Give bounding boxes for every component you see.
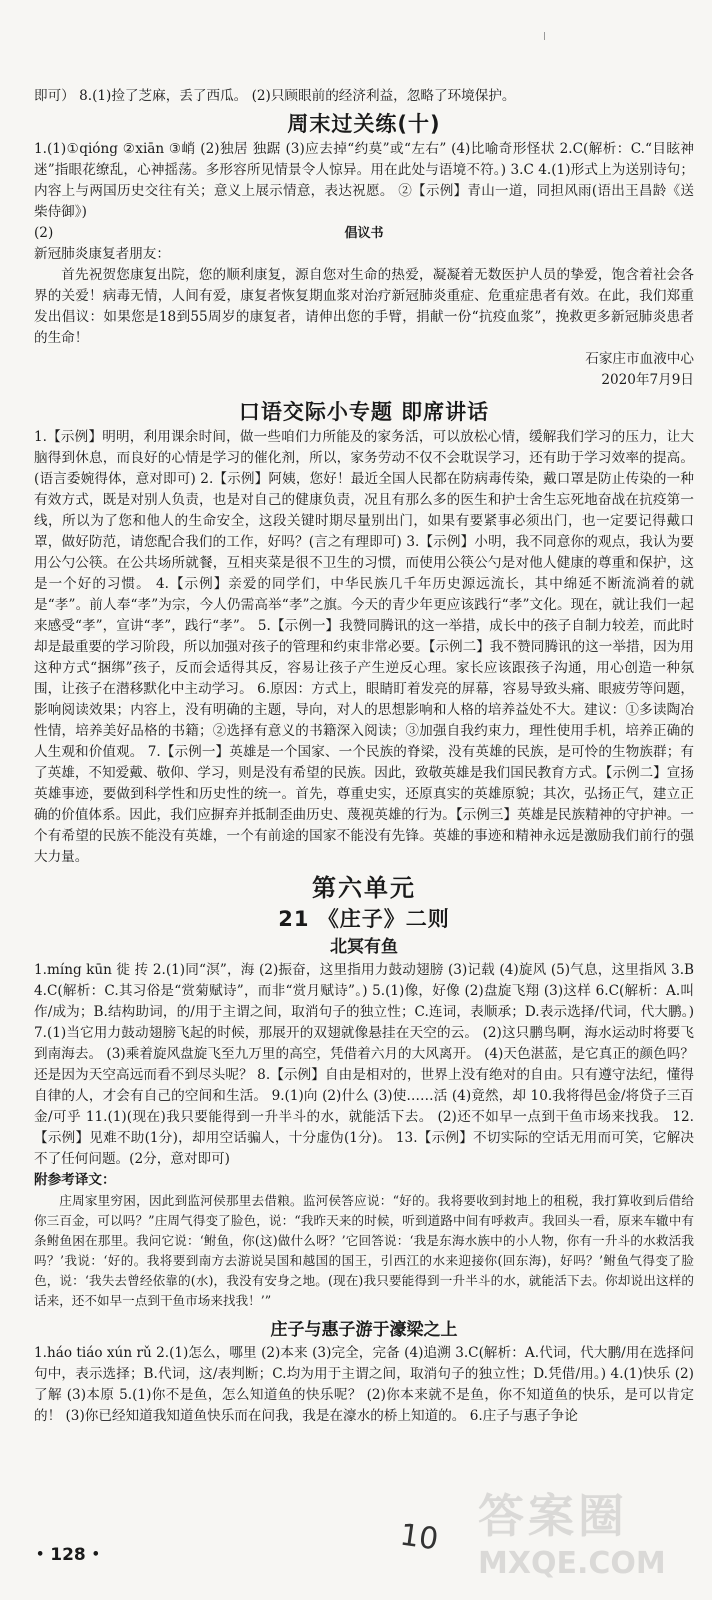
- weekend-title: 周末过关练(十): [287, 112, 441, 136]
- watermark-text: 答案圈: [478, 1489, 628, 1543]
- oral-answers: 1.【示例】明明，利用课余时间，做一些咱们力所能及的家务活，可以放松心情，缓解我们学习的压力，让大脑得到休息，而良好的心情是学习的催化剂，所以，家务劳动不仅不会耽误学习，还有助于学习效率的提高。(语言委婉得体，意对即可) 2.【示例】阿姨，您好！最近全国人民都在防病毒传染，戴口罩是防止传染的一种有效方式，既是对别人负责，也是对自己的健康负责，况且有那么多的医生和护士舍生忘死地奋战在抗疫第一线，所以为了您和他人的生命安全，这段关键时期尽量别出门，如果有要紧事必须出门，也一定要记得戴口罩，做好防范，请您配合我们的工作，好吗？(言之有理即可) 3.【示例】小明，我不同意你的观点，我认为要用公勺公筷。在公共场所就餐，互相夹菜是很不卫生的习惯，而使用公筷公勺是对他人健康的尊重和保护，这是一个好的习惯。 4.【示例】亲爱的同学们，中华民族几千年历史源远流长，其中绵延不断流淌着的就是“孝”。前人奉“孝”为宗，今人仍需高举“孝”之旗。今天的青少年更应该践行“孝”文化。现在，就让我们一起来感受“孝”，宣讲“孝”，践行“孝”。 5.【示例一】我赞同腾讯的这一举措，成长中的孩子自制力较差，而此时却是最重要的学习阶段，所以加强对孩子的管理和约束非常必要。【示例二】我不赞同腾讯的这一举措，因为用这种方式“捆绑”孩子，反而会适得其反，容易让孩子产生逆反心理。家长应该跟孩子沟通，用心创造一种氛围，让孩子在潜移默化中主动学习。 6.原因：方式上，眼睛盯着发亮的屏幕，容易导致头痛、眼疲劳等问题，影响阅读效果；内容上，没有明确的主题，导向，对人的思想影响和人格的培养益处不大。建议：①多读陶冶性情，培养美好品格的书籍；②选择有意义的书籍深入阅读；③加强自我约束力，理性使用手机，培养正确的人生观和价值观。 7.【示例一】英雄是一个国家、一个民族的脊梁，没有英雄的民族，是可怜的生物族群；有了英雄，不知爱戴、敬仰、学习，则是没有希望的民族。因此，致敬英雄是我们国民教育方式。【示例二】宣扬英雄事迹，要做到科学性和历史性的统一。首先，尊重史实，还原真实的英雄原貌；其次，弘扬正气，建立正确的价值体系。因此，我们应摒弃并抵制歪曲历史、蔑视英雄的行为。【示例三】英雄是民族精神的守护神。一个有希望的民族不能没有英雄，一个有前途的国家不能没有先锋。英雄的事迹和精神永远是激励我们前行的强大力量。: [34, 429, 694, 865]
- lesson-title: 21 《庄子》二则: [278, 907, 450, 931]
- watermark-url: MXQE.COM: [478, 1546, 666, 1581]
- letter-body: 首先祝贺您康复出院，您的顺利康复，源自您对生命的热爱，凝凝着无数医护人员的挚爱，饱含着社会各界的关爱！病毒无情，人间有爱，康复者恢复期血浆对治疗新冠肺炎重症、危重症患者有效。在此，我们郑重发出倡议：如果您是18到55周岁的康复者，请伸出您的手臂，捐献一份“抗疫血浆”，挽救更多新冠肺炎患者的生命！: [34, 267, 694, 346]
- part1-title: 北冥有鱼: [330, 937, 398, 957]
- scan-mark: [544, 32, 545, 40]
- page-number: • 128 •: [36, 1545, 100, 1565]
- letter-date: 2020年7月9日: [601, 372, 694, 388]
- unit-title: 第六单元: [312, 874, 416, 902]
- weekend-answers: 1.(1)①qióng ②xiān ③峭 (2)独居 独踞 (3)应去掉“约莫”或“左右” (4)比喻奇形怪状 2.C(解析：C.“目眩神迷”指眼花缭乱，心神摇荡。多形容所见情景令人惊异。用在此处与语境不符。) 3.C 4.(1)形式上为送别诗句；内容上与两国历史交往有关；意义上展示情意，表达祝愿。 ②【示例】青山一道，同担风雨(语出王昌龄《送柴侍御》): [34, 141, 694, 220]
- letter-salutation: 新冠肺炎康复者朋友：: [34, 246, 170, 262]
- letter-title: 倡议书: [344, 226, 384, 241]
- content-column: [34, 86, 694, 1427]
- question-number: (2): [34, 225, 54, 241]
- page-number-text: 128: [50, 1545, 86, 1565]
- part2-answers: 1.háo tiáo xún rǔ 2.(1)怎么，哪里 (2)本来 (3)完全，完备 (4)追溯 3.C(解析：A.代词，代大鹏/用在选择问句中，表示选择；B.代词，这/表判断；C.均为用于主谓之间，取消句子的独立性；D.凭借/用。) 4.(1)快乐 (2)了解 (3)本原 5.(1)你不是鱼，怎么知道鱼的快乐呢？ (2)你本来就不是鱼，你不知道鱼的快乐，是可以肯定的！ (3)你已经知道我知道鱼快乐而在问我，我是在濠水的桥上知道的。 6.庄子与惠子争论: [34, 1345, 694, 1424]
- letter-signer: 石家庄市血液中心: [585, 351, 694, 367]
- oral-title: 口语交际小专题 即席讲话: [238, 400, 490, 424]
- letter-header: [34, 223, 694, 244]
- top-line: 即可） 8.(1)捡了芝麻，丢了西瓜。 (2)只顾眼前的经济利益，忽略了环境保护。: [34, 88, 516, 104]
- reference-label: 附参考译文：: [34, 1172, 116, 1188]
- handwritten-mark: 10: [397, 1517, 441, 1558]
- watermark: [478, 1486, 698, 1596]
- part2-title: 庄子与惠子游于濠梁之上: [270, 1320, 458, 1340]
- part1-answers: 1.míng kūn 徙 抟 2.(1)同“溟”，海 (2)振奋，这里指用力鼓动翅膀 (3)记载 (4)旋风 (5)气息，这里指风 3.B 4.C(解析：C.其习俗是“赏菊赋诗”，而非“赏月赋诗”。) 5.(1)像，好像 (2)盘旋飞翔 (3)这样 6.C(解析：A.叫作/成为；B.结构助词，的/用于主谓之间，取消句子的独立性；C.连词，表顺承；D.表示选择/代词，代大鹏。) 7.(1)当它用力鼓动翅膀飞起的时候，那展开的双翅就像悬挂在天空的云。 (2)这只鹏鸟啊，海水运动时将要飞到南海去。 (3)乘着旋风盘旋飞至九万里的高空，凭借着六月的大风离开。 (4)天色湛蓝，是它真正的颜色吗？还是因为天空高远而看不到尽头呢？ 8.【示例】自由是相对的，世界上没有绝对的自由。只有遵守法纪，懂得自律的人，才会有自己的空间和生活。 9.(1)向 (2)什么 (3)使……活 (4)竟然，却 10.我将得邑金/将贷子三百金/可乎 11.(1)(现在)我只要能得到一升半斗的水，就能活下去。 (2)还不如早一点到干鱼市场来找我。 12.【示例】见难不助(1分)，却用空话骗人，十分虚伪(1分)。 13.【示例】不切实际的空话无用而可笑，它解决不了任何问题。(2分，意对即可): [34, 962, 694, 1167]
- reference-translation: 庄周家里穷困，因此到监河侯那里去借粮。监河侯答应说：“好的。我将要收到封地上的租税，我打算收到后借给你三百金，可以吗？”庄周气得变了脸色，说：“我昨天来的时候，听到道路中间有呼救声。我回头一看，原来车辙中有条鲋鱼困在那里。我问它说：‘鲋鱼，你(这)做什么呀？’它回答说：‘我是东海水族中的小人物，你有一升斗的水救活我吗？’我说：‘好的。我将要到南方去游说吴国和越国的国王，引西江的水来迎接你(回东海)，好吗？’鲋鱼气得变了脸色，说：‘我失去曾经依靠的(水)，我没有安身之地。(现在)我只要能得到一升半斗的水，就能活下去。你却说出这样的话来，还不如早一点到干鱼市场来找我！’”: [34, 1193, 694, 1308]
